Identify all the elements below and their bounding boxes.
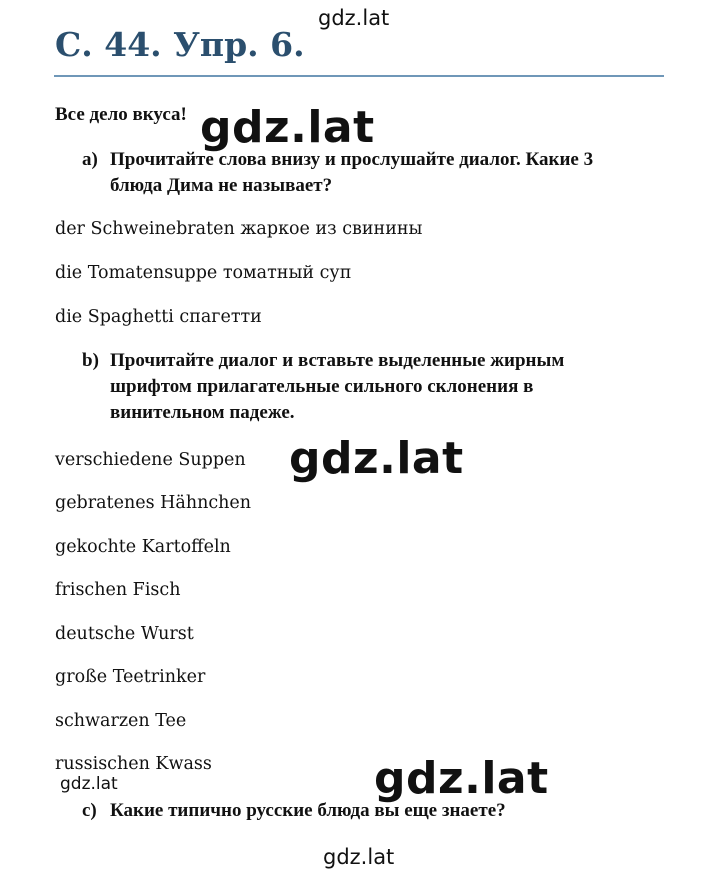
word-item: der Schweinebraten жаркое из свинины bbox=[55, 219, 423, 239]
task-b-line-3: винительном падеже. bbox=[110, 402, 295, 423]
word-item: die Spaghetti спагетти bbox=[55, 307, 262, 327]
watermark-big-1: gdz.lat bbox=[200, 102, 375, 153]
word-item: große Teetrinker bbox=[55, 667, 206, 687]
task-b-marker: b) bbox=[82, 350, 99, 371]
section-subtitle: Все дело вкуса! bbox=[55, 104, 187, 125]
word-item: die Tomatensuppe томатный суп bbox=[55, 263, 352, 283]
word-item: schwarzen Tee bbox=[55, 711, 187, 731]
page-title: С. 44. Упр. 6. bbox=[55, 25, 305, 64]
word-item: russischen Kwass bbox=[55, 754, 212, 774]
watermark-top: gdz.lat bbox=[318, 6, 390, 30]
watermark-big-2: gdz.lat bbox=[289, 433, 464, 484]
word-item: gekochte Kartoffeln bbox=[55, 537, 231, 557]
title-divider bbox=[54, 75, 664, 77]
task-c-marker: c) bbox=[82, 800, 97, 821]
watermark-small-left: gdz.lat bbox=[60, 774, 118, 794]
task-c-line-1: Какие типично русские блюда вы еще знаете? bbox=[110, 800, 506, 821]
task-a-line-1: Прочитайте слова внизу и прослушайте диалог. Какие 3 bbox=[110, 149, 594, 170]
word-item: gebratenes Hähnchen bbox=[55, 493, 252, 513]
watermark-big-3: gdz.lat bbox=[374, 753, 549, 804]
task-a bbox=[82, 147, 672, 199]
task-b-line-1: Прочитайте диалог и вставьте выделенные жирным bbox=[110, 350, 565, 371]
task-b bbox=[82, 348, 672, 426]
task-b-line-2: шрифтом прилагательные сильного склонения в bbox=[110, 376, 534, 397]
task-a-line-2: блюда Дима не называет? bbox=[110, 175, 333, 196]
word-item: frischen Fisch bbox=[55, 580, 181, 600]
task-c bbox=[82, 798, 672, 824]
word-item: deutsche Wurst bbox=[55, 624, 194, 644]
watermark-bottom: gdz.lat bbox=[323, 845, 395, 869]
word-item: verschiedene Suppen bbox=[55, 450, 246, 470]
task-a-marker: a) bbox=[82, 149, 98, 170]
